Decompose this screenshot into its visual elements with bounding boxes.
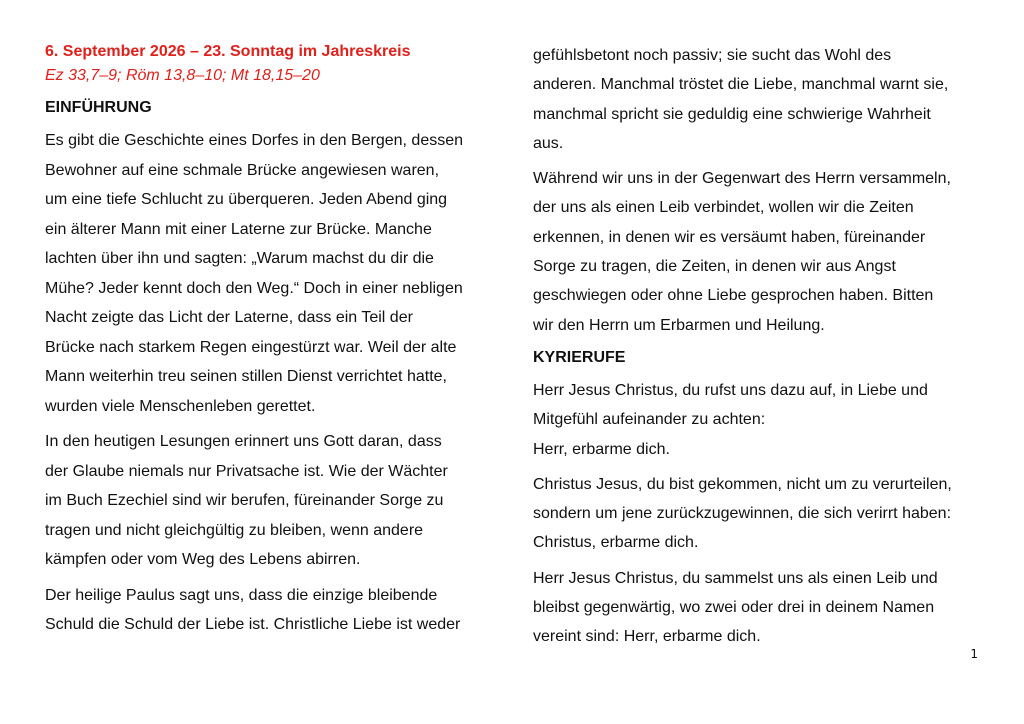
page-number: 1 <box>970 647 978 661</box>
intro-paragraph-paulus-start: Der heilige Paulus sagt uns, dass die einzige bleibende Schuld die Schuld der Liebe ist. Christliche Liebe ist weder <box>45 586 461 633</box>
intro-heading: EINFÜHRUNG <box>45 99 152 116</box>
intro-paragraph-readings: In den heutigen Lesungen erinnert uns Gott daran, dass der Glaube niemals nur Privatsache ist. Wie der Wächter im Buch Ezechiel sind wir berufen, füreinander Sorge zu tragen und nicht gleichgültig zu bleiben, wenn andere kämpfen oder vom Weg des Lebens abirren. <box>45 433 448 568</box>
intro-paragraph-village-story: Es gibt die Geschichte eines Dorfes in den Bergen, dessen Bewohner auf eine schmale Brücke angewiesen waren, um eine tiefe Schlucht zu überqueren. Jeden Abend ging ein älterer Mann mit einer Laterne zur Brücke. Manche lachten über ihn und sagten: „Warum machst du dir die Mühe? Jeder kennt doch den Weg.“ Doch in einer nebligen Nacht zeigte das Licht der Laterne, dass ein Teil der Brücke nach starkem Regen eingestürzt war. Weil der alte Mann weiterhin treu seinen stillen Dienst verrichtet hatte, wurden viele Menschenleben gerettet. <box>45 132 464 415</box>
kyrie-heading: KYRIERUFE <box>533 348 626 366</box>
right-column <box>533 41 983 658</box>
kyrie-invocation-3: Herr Jesus Christus, du sammelst uns als einen Leib und bleibst gegenwärtig, wo zwei oder drei in deinem Namen vereint sind: Herr, erbarme dich. <box>533 569 938 646</box>
kyrie-invocation-2: Christus Jesus, du bist gekommen, nicht um zu verurteilen, sondern um jene zurückzugewinnen, die sich verirrt haben: Christus, erbarme dich. <box>533 475 952 552</box>
scripture-readings: Ez 33,7–9; Röm 13,8–10; Mt 18,15–20 <box>45 67 320 84</box>
left-column <box>45 40 495 646</box>
kyrie-invocation-1: Herr Jesus Christus, du rufst uns dazu auf, in Liebe und Mitgefühl aufeinander zu achten: Herr, erbarme dich. <box>533 381 928 458</box>
intro-paragraph-paulus-continued: gefühlsbetont noch passiv; sie sucht das Wohl des anderen. Manchmal tröstet die Liebe, manchmal warnt sie, manchmal spricht sie geduldig eine schwierige Wahrheit aus. <box>533 47 949 152</box>
document-title: 6. September 2026 – 23. Sonntag im Jahreskreis <box>45 43 411 60</box>
intro-paragraph-gathering: Während wir uns in der Gegenwart des Herrn versammeln, der uns als einen Leib verbindet, wollen wir die Zeiten erkennen, in denen wir es versäumt haben, füreinander Sorge zu tragen, die Zeiten, in denen wir aus Angst geschwiegen oder ohne Liebe gesprochen haben. Bitten wir den Herrn um Erbarmen und Heilung. <box>533 170 951 334</box>
